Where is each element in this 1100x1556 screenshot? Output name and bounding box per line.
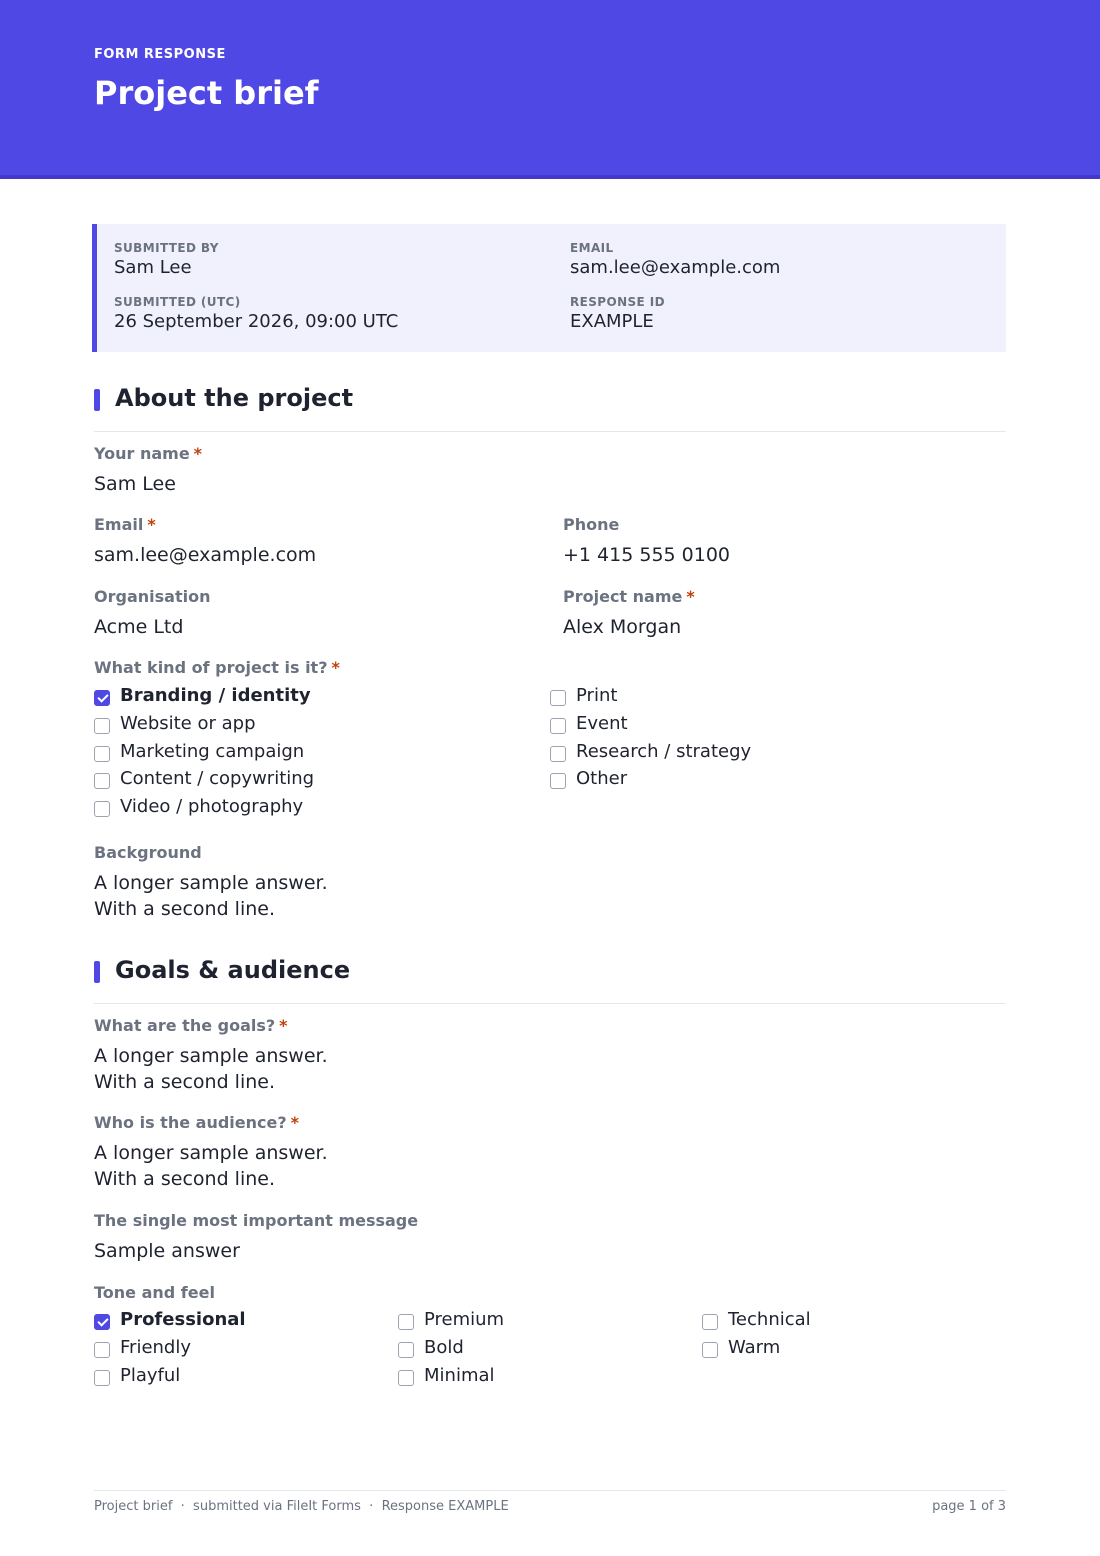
meta-email [570,241,780,278]
meta-submitted-by [114,241,219,278]
footer-info: Project brief · submitted via FileIt Forms · Response EXAMPLE [94,1499,509,1514]
field-project-name [563,587,695,640]
page-header [0,0,1100,179]
meta-response-id-label: RESPONSE ID [570,295,665,309]
option-label: Print [576,685,618,706]
field-key-message [94,1211,418,1264]
option-label: Bold [424,1337,464,1358]
meta-email-label: EMAIL [570,241,614,255]
checkbox-icon[interactable] [94,773,110,789]
option-label: Technical [728,1309,811,1330]
option-label: Website or app [120,713,256,734]
field-audience [94,1113,328,1192]
required-marker: * [193,444,203,463]
field-value: Sam Lee [94,473,176,495]
checkbox-icon[interactable] [550,718,566,734]
checkbox-icon[interactable] [702,1342,718,1358]
field-value: Acme Ltd [94,616,184,638]
required-marker: * [147,515,156,534]
option-label: Minimal [424,1365,495,1386]
field-organisation [94,587,210,640]
header-eyebrow: FORM RESPONSE [94,47,226,62]
option-label: Marketing campaign [120,741,305,762]
option-label: Friendly [120,1337,192,1358]
option-label: Event [576,713,628,734]
option-label: Playful [120,1365,181,1386]
option-label: Warm [728,1337,781,1358]
checkbox-checked-icon[interactable] [94,690,110,706]
field-label: Background [94,843,202,862]
checkbox-icon[interactable] [702,1314,718,1330]
field-goals [94,1016,328,1095]
checkbox-icon[interactable] [550,746,566,762]
field-label: Who is the audience? * [94,1113,299,1132]
field-label: What kind of project is it? * [94,658,340,677]
field-value: Sample answer [94,1240,240,1262]
required-marker: * [686,587,695,606]
field-label: Phone [563,515,620,534]
field-label: The single most important message [94,1211,419,1230]
meta-submitted-utc [114,295,398,332]
option-label: Other [576,768,628,789]
field-value: sam.lee@example.com [94,544,317,566]
field-value [94,1043,328,1095]
checkbox-icon[interactable] [398,1342,414,1358]
field-tone [94,1283,215,1302]
page-title: Project brief [94,74,319,112]
checkbox-icon[interactable] [94,718,110,734]
field-label: Project name * [563,587,695,606]
field-label: Organisation [94,587,211,606]
section-accent-bar [94,961,100,983]
checkbox-icon[interactable] [94,1370,110,1386]
submission-meta-panel [92,224,1006,352]
checkbox-icon[interactable] [94,746,110,762]
field-value [94,870,328,922]
field-email [94,515,316,568]
checkbox-icon[interactable] [94,801,110,817]
field-value-line: A longer sample answer. [94,872,328,894]
section-heading-goals-audience [94,958,1006,1004]
field-project-kind [94,658,340,677]
field-value-line: A longer sample answer. [94,1045,328,1067]
option-label: Content / copywriting [120,768,315,789]
meta-response-id-value: EXAMPLE [570,311,654,332]
section-accent-bar [94,389,100,411]
meta-response-id [570,295,665,332]
field-label: Tone and feel [94,1283,215,1302]
field-your-name [94,444,202,497]
checkbox-icon[interactable] [550,690,566,706]
field-label: Your name * [94,444,203,463]
checkbox-icon[interactable] [398,1370,414,1386]
page-number: page 1 of 3 [932,1499,1006,1514]
meta-submitted-by-label: SUBMITTED BY [114,241,219,255]
meta-submitted-utc-label: SUBMITTED (UTC) [114,295,241,309]
meta-email-value: sam.lee@example.com [570,257,781,278]
field-value [94,1140,328,1192]
field-label: What are the goals? * [94,1016,288,1035]
field-label: Email * [94,515,156,534]
page-footer [94,1490,1006,1514]
field-value-line: With a second line. [94,1071,275,1093]
field-value-line: A longer sample answer. [94,1142,328,1164]
field-value-line: With a second line. [94,1168,275,1190]
field-phone [563,515,730,568]
field-background [94,843,328,922]
checkbox-icon[interactable] [550,773,566,789]
option-label: Video / photography [120,796,304,817]
option-label: Branding / identity [120,685,311,706]
checkbox-icon[interactable] [398,1314,414,1330]
option-label: Premium [424,1309,505,1330]
option-label: Professional [120,1309,246,1330]
section-title: About the project [115,384,354,412]
required-marker: * [290,1113,299,1132]
required-marker: * [331,658,340,677]
field-value-line: With a second line. [94,898,275,920]
field-value: Alex Morgan [563,616,682,638]
meta-submitted-by-value: Sam Lee [114,257,192,278]
field-value: +1 415 555 0100 [563,544,731,566]
checkbox-checked-icon[interactable] [94,1314,110,1330]
required-marker: * [279,1016,288,1035]
checkbox-icon[interactable] [94,1342,110,1358]
option-label: Research / strategy [576,741,752,762]
meta-submitted-utc-value: 26 September 2026, 09:00 UTC [114,311,399,332]
section-title: Goals & audience [115,956,351,984]
section-heading-about-project [94,386,1006,432]
